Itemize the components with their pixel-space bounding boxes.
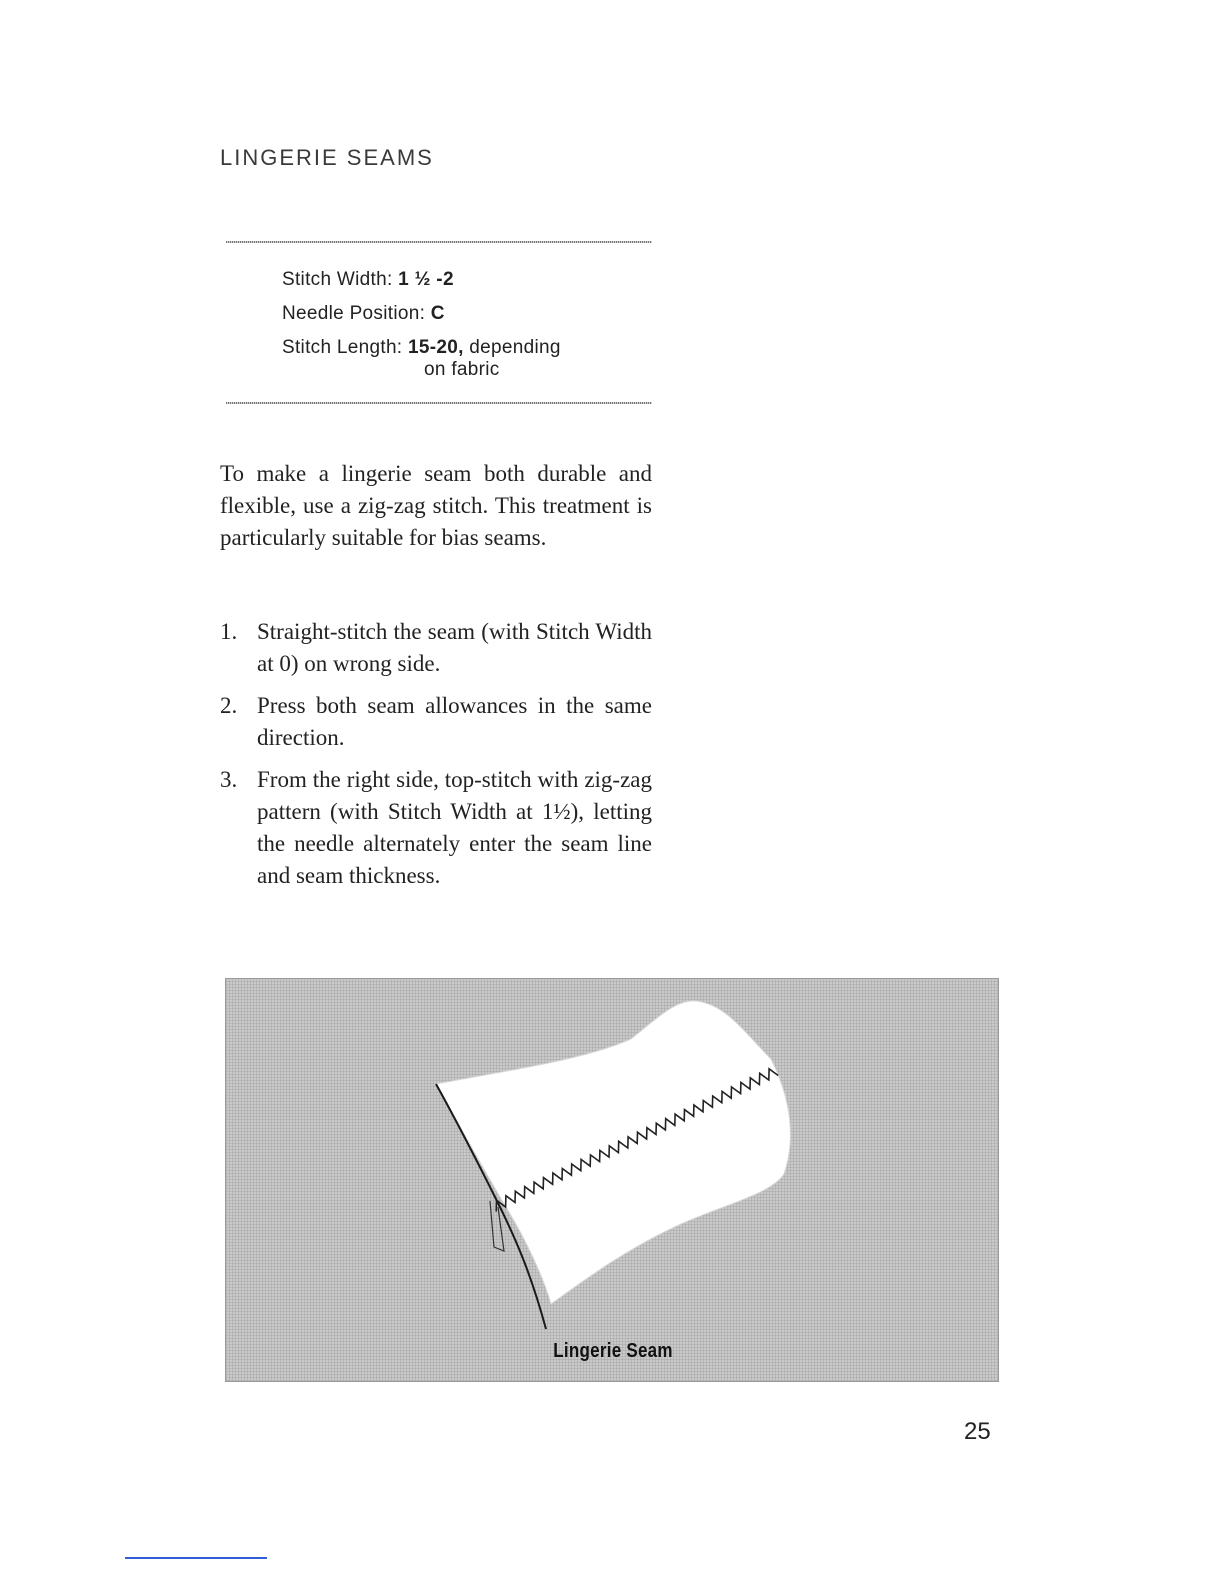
settings-top-rule <box>226 241 652 243</box>
stitch-length-row <box>282 336 561 360</box>
section-heading: LINGERIE SEAMS <box>220 145 434 170</box>
needle-position-label: Needle Position: <box>282 303 426 324</box>
step-text: From the right side, top-stitch with zig-zag pattern (with Stitch Width at 1½), letting the needle alternately enter the seam line and seam thickness. <box>257 767 652 888</box>
stitch-length-note-continued: on fabric <box>424 359 500 380</box>
step-text: Press both seam allowances in the same direction. <box>257 693 652 750</box>
intro-paragraph: To make a lingerie seam both durable and flexible, use a zig-zag stitch. This treatment is particularly suitable for bias seams. <box>220 461 652 550</box>
bottom-link-underline[interactable] <box>125 1557 267 1559</box>
step-number: 1. <box>220 619 238 644</box>
machine-settings-box <box>282 268 561 382</box>
stitch-width-label: Stitch Width: <box>282 269 393 290</box>
list-item <box>220 690 652 754</box>
list-item <box>220 616 652 680</box>
settings-bottom-rule <box>226 402 652 404</box>
stitch-width-row <box>282 268 561 292</box>
fabric-piece <box>436 1001 790 1304</box>
step-number: 2. <box>220 693 238 718</box>
stitch-length-value: 15-20, <box>407 337 464 358</box>
page-number: 25 <box>964 1418 991 1445</box>
stitch-length-label: Stitch Length: <box>282 337 403 358</box>
stitch-length-note: depending <box>469 337 561 358</box>
lingerie-seam-illustration <box>225 978 999 1382</box>
step-number: 3. <box>220 767 238 792</box>
list-item <box>220 764 652 892</box>
instruction-steps <box>220 616 652 902</box>
stitch-width-value: 1 ½ -2 <box>398 269 454 290</box>
needle-position-row <box>282 302 561 326</box>
step-text: Straight-stitch the seam (with Stitch Width at 0) on wrong side. <box>257 619 652 676</box>
fabric-drawing <box>226 979 999 1382</box>
needle-position-value: C <box>430 303 445 324</box>
figure-caption: Lingerie Seam <box>553 1340 673 1362</box>
